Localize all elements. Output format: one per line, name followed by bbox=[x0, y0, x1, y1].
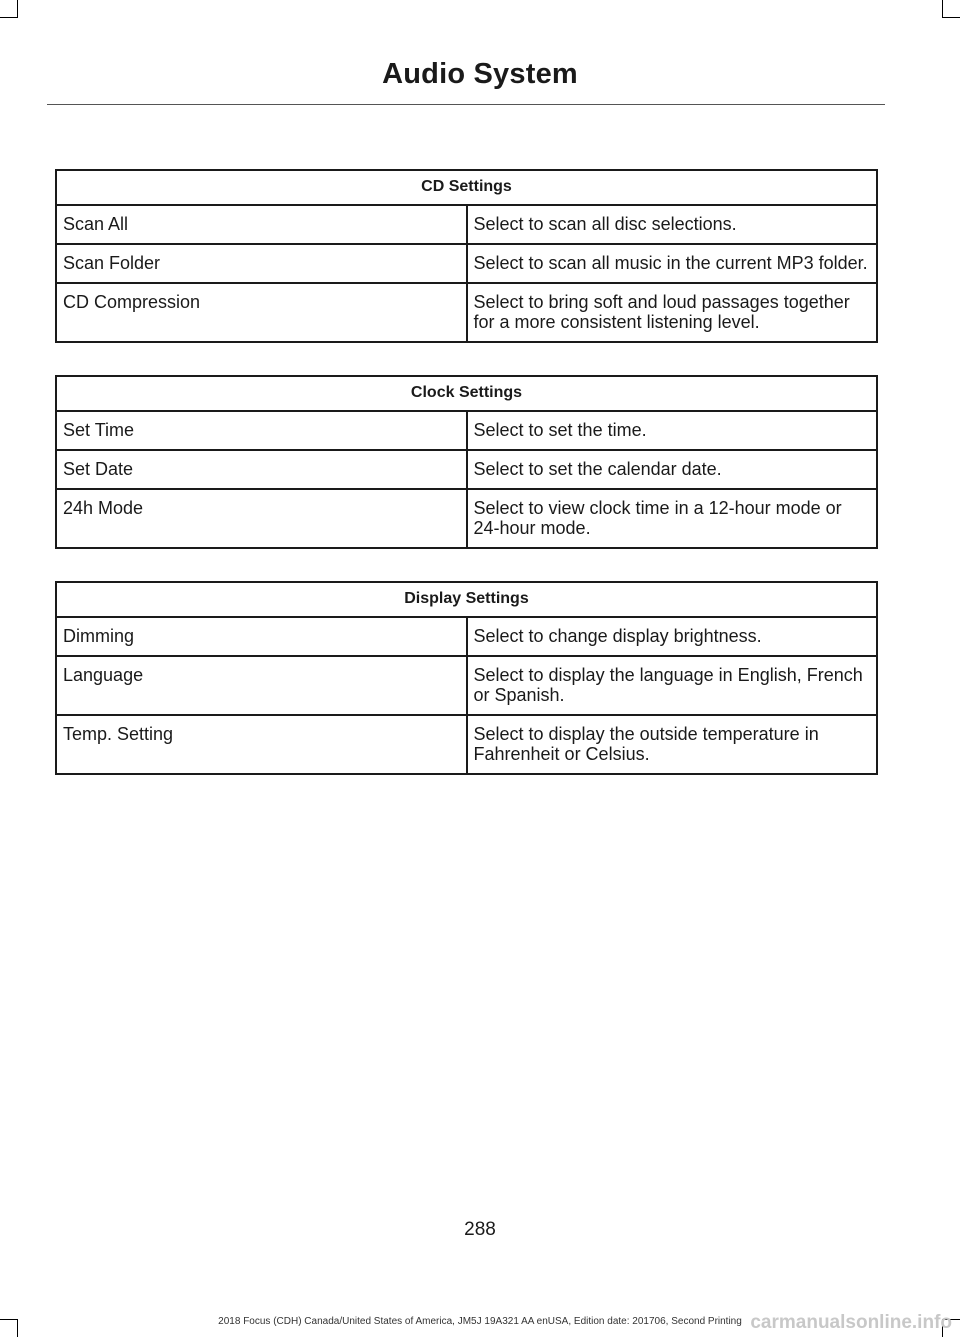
setting-name: Temp. Setting bbox=[56, 715, 467, 774]
setting-description: Select to scan all disc selections. bbox=[467, 205, 878, 244]
setting-description: Select to set the time. bbox=[467, 411, 878, 450]
table-row bbox=[56, 244, 877, 283]
table-row bbox=[56, 411, 877, 450]
setting-description: Select to bring soft and loud passages together for a more consistent listening level. bbox=[467, 283, 878, 342]
setting-description: Select to display the language in English, French or Spanish. bbox=[467, 656, 878, 715]
table-title: Display Settings bbox=[56, 582, 877, 617]
table-row bbox=[56, 450, 877, 489]
display-settings-table bbox=[55, 581, 878, 775]
cd-settings-table bbox=[55, 169, 878, 343]
clock-settings-table bbox=[55, 375, 878, 549]
setting-name: Scan All bbox=[56, 205, 467, 244]
setting-description: Select to display the outside temperature in Fahrenheit or Celsius. bbox=[467, 715, 878, 774]
table-title: CD Settings bbox=[56, 170, 877, 205]
setting-name: Dimming bbox=[56, 617, 467, 656]
table-row bbox=[56, 205, 877, 244]
table-row bbox=[56, 715, 877, 774]
setting-description: Select to scan all music in the current MP3 folder. bbox=[467, 244, 878, 283]
table-row bbox=[56, 489, 877, 548]
crop-mark bbox=[942, 17, 960, 18]
setting-description: Select to change display brightness. bbox=[467, 617, 878, 656]
crop-mark bbox=[942, 0, 943, 18]
crop-mark bbox=[0, 17, 18, 18]
setting-name: 24h Mode bbox=[56, 489, 467, 548]
header-rule bbox=[47, 104, 885, 105]
table-row bbox=[56, 656, 877, 715]
setting-description: Select to view clock time in a 12-hour mode or 24-hour mode. bbox=[467, 489, 878, 548]
setting-name: Set Time bbox=[56, 411, 467, 450]
setting-name: Set Date bbox=[56, 450, 467, 489]
setting-name: CD Compression bbox=[56, 283, 467, 342]
page-title: Audio System bbox=[382, 58, 578, 90]
crop-mark bbox=[17, 0, 18, 18]
page-number: 288 bbox=[464, 1219, 496, 1240]
table-row bbox=[56, 617, 877, 656]
setting-name: Language bbox=[56, 656, 467, 715]
table-row bbox=[56, 283, 877, 342]
setting-description: Select to set the calendar date. bbox=[467, 450, 878, 489]
footer-edition-info: 2018 Focus (CDH) Canada/United States of America, JM5J 19A321 AA enUSA, Edition date: 201706, Second Printing bbox=[218, 1316, 742, 1327]
watermark: carmanualsonline.info bbox=[750, 1312, 952, 1333]
table-title: Clock Settings bbox=[56, 376, 877, 411]
setting-name: Scan Folder bbox=[56, 244, 467, 283]
